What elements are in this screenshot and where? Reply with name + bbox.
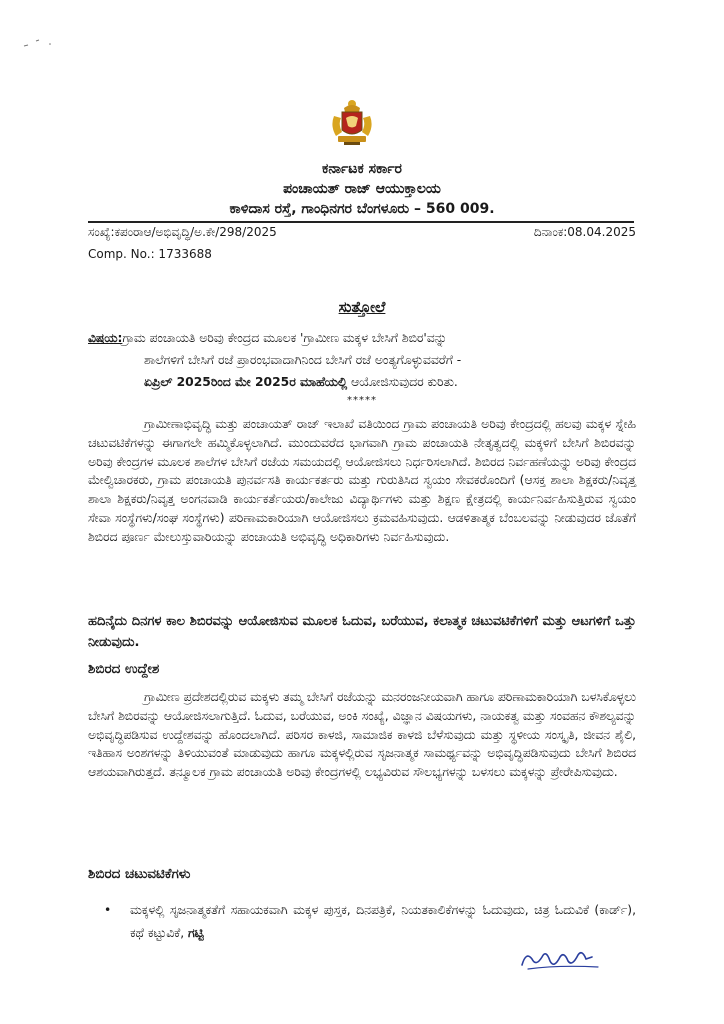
bullet-text: ಮಕ್ಕಳಲ್ಲಿ ಸೃಜನಾತ್ಮಕತೆಗೆ ಸಹಾಯಕವಾಗಿ ಮಕ್ಕಳ ಪುಸ್ತಕ, ದಿನಪತ್ರಿಕೆ, ನಿಯತಕಾಲಿಕೆಗಳನ್ನು ಓದುವುದು, ಚಿತ್ರ ಓದುವಿಕೆ (ಕಾರ್ಡ್), ಕಥೆ ಕಟ್ಟುವಿಕೆ, — [130, 903, 636, 940]
header-divider — [88, 221, 634, 223]
subject-label: ವಿಷಯ: — [88, 331, 123, 345]
document-title: ಸುತ್ತೋಲೆ — [338, 298, 386, 316]
comp-number: Comp. No.: 1733688 — [88, 247, 212, 261]
separator-stars: ***** — [347, 395, 377, 406]
subject-line-1: ಗ್ರಾಮ ಪಂಚಾಯತಿ ಅರಿವು ಕೇಂದ್ರದ ಮೂಲಕ 'ಗ್ರಾಮೀಣ ಮಕ್ಕಳ ಬೇಸಿಗೆ ಶಿಬಿರ'ವನ್ನು — [122, 331, 448, 345]
bullet-marker: • — [104, 903, 112, 917]
subject-line-3 — [88, 371, 636, 393]
scan-speck-marks — [22, 36, 62, 50]
paragraph-emphasis: ಹದಿನೈದು ದಿನಗಳ ಕಾಲ ಶಿಬಿರವನ್ನು ಆಯೋಜಿಸುವ ಮೂಲಕ ಓದುವ, ಬರೆಯುವ, ಕಲಾತ್ಮಕ ಚಟುವಟಿಕೆಗಳಿಗೆ ಮತ್ತು ಆಟಗಳಿಗೆ ಒತ್ತು ನೀಡುವುದು. — [88, 614, 636, 650]
bullet-text-bold: ಗಟ್ಟಿ — [188, 926, 204, 940]
subject-tail: ಆಯೋಜಿಸುವುದರ ಕುರಿತು. — [347, 375, 458, 389]
circular-date: ದಿನಾಂಕ:08.04.2025 — [533, 225, 636, 239]
section-heading-objective: ಶಿಬಿರದ ಉದ್ದೇಶ — [88, 661, 160, 677]
handwritten-signature — [518, 945, 608, 973]
office-address: ಕಾಳಿದಾಸ ರಸ್ತೆ, ಗಾಂಧಿನಗರ ಬೆಂಗಳೂರು – 560 009. — [229, 201, 495, 217]
subject-block — [88, 327, 636, 393]
karnataka-emblem-icon — [326, 98, 378, 146]
subject-period: ಏಪ್ರಿಲ್ 2025ರಿಂದ ಮೇ 2025ರ ಮಾಹೆಯಲ್ಲಿ — [144, 375, 348, 389]
section-heading-activities: ಶಿಬಿರದ ಚಟುವಟಿಕೆಗಳು — [88, 866, 191, 882]
paragraph-intro: ಗ್ರಾಮೀಣಾಭಿವೃದ್ಧಿ ಮತ್ತು ಪಂಚಾಯತ್ ರಾಜ್ ಇಲಾಖೆ ವತಿಯಿಂದ ಗ್ರಾಮ ಪಂಚಾಯತಿ ಅರಿವು ಕೇಂದ್ರದಲ್ಲಿ ಹಲವು ಮಕ್ಕಳ ಸ್ನೇಹಿ ಚಟುವಟಿಕೆಗಳನ್ನು ಈಗಾಗಲೇ ಹಮ್ಮಿಕೊಳ್ಳಲಾಗಿದೆ. ಮುಂದುವರೆದ ಭಾಗವಾಗಿ ಗ್ರಾಮ ಪಂಚಾಯತಿ ನೇತೃತ್ವದಲ್ಲಿ ಮಕ್ಕಳಿಗೆ ಬೇಸಿಗೆ ಶಿಬಿರವನ್ನು ಅರಿವು ಕೇಂದ್ರಗಳ ಮೂಲಕ ಶಾಲೆಗಳ ಬೇಸಿಗೆ ರಜೆಯ ಸಮಯದಲ್ಲಿ ಆಯೋಜಿಸಲು ನಿರ್ಧರಿಸಲಾಗಿದೆ. ಶಿಬಿರದ ನಿರ್ವಹಣೆಯನ್ನು ಅರಿವು ಕೇಂದ್ರದ ಮೇಲ್ವಿಚಾರಕರು, ಗ್ರಾಮ ಪಂಚಾಯತಿ ಪುನರ್ವಸತಿ ಕಾರ್ಯಕರ್ತರು ಮತ್ತು ಗುರುತಿಸಿದ ಸ್ವಯಂ ಸೇವಕರೊಂದಿಗೆ (ಆಸಕ್ತ ಶಾಲಾ ಶಿಕ್ಷಕರು/ನಿವೃತ್ತ ಶಾಲಾ ಶಿಕ್ಷಕರು/ನಿವೃತ್ತ ಅಂಗನವಾಡಿ ಕಾರ್ಯಕರ್ತೆಯರು/ಕಾಲೇಜು ವಿದ್ಯಾರ್ಥಿಗಳು ಮತ್ತು ಶಿಕ್ಷಣ ಕ್ಷೇತ್ರದಲ್ಲಿ ಕಾರ್ಯನಿರ್ವಹಿಸುತ್ತಿರುವ ಸ್ವಯಂ ಸೇವಾ ಸಂಸ್ಥೆಗಳು/ಸಂಘ ಸಂಸ್ಥೆಗಳು) ಪರಿಣಾಮಕಾರಿಯಾಗಿ ಆಯೋಜಿಸಲು ಕ್ರಮವಹಿಸುವುದು. ಆಡಳಿತಾತ್ಮಕ ಬೆಂಬಲವನ್ನು ನೀಡುವುದರ ಜೊತೆಗೆ ಶಿಬಿರದ ಪೂರ್ಣ ಮೇಲುಸ್ತುವಾರಿಯನ್ನು ಪಂಚಾಯತಿ ಅಭಿವೃದ್ಧಿ ಅಧಿಕಾರಿಗಳು ನಿರ್ವಹಿಸುವುದು. — [88, 417, 636, 544]
reference-number: ಸಂಖ್ಯೆ:ಕಪಂರಾಆ/ಅಭಿವೃದ್ಧಿ/ಅ.ಕೇ/298/2025 — [88, 225, 277, 239]
paragraph-objective: ಗ್ರಾಮೀಣ ಪ್ರದೇಶದಲ್ಲಿರುವ ಮಕ್ಕಳು ತಮ್ಮ ಬೇಸಿಗೆ ರಜೆಯನ್ನು ಮನರಂಜನೀಯವಾಗಿ ಹಾಗೂ ಪರಿಣಾಮಕಾರಿಯಾಗಿ ಬಳಸಿಕೊಳ್ಳಲು ಬೇಸಿಗೆ ಶಿಬಿರವನ್ನು ಆಯೋಜಿಸಲಾಗುತ್ತಿದೆ. ಓದುವ, ಬರೆಯುವ, ಅಂಕಿ ಸಂಖ್ಯೆ, ವಿಜ್ಞಾನ ವಿಷಯಗಳು, ನಾಯಕತ್ವ ಮತ್ತು ಸಂವಹನ ಕೌಶಲ್ಯವನ್ನು ಅಭಿವೃದ್ಧಿಪಡಿಸುವ ಉದ್ದೇಶವನ್ನು ಹೊಂದಲಾಗಿದೆ. ಪರಿಸರ ಕಾಳಜಿ, ಸಾಮಾಜಿಕ ಕಾಳಜಿ ಬೆಳೆಸುವುದು ಮತ್ತು ಸ್ಥಳೀಯ ಸಂಸ್ಕೃತಿ, ಜೀವನ ಶೈಲಿ, ಇತಿಹಾಸ ಅಂಶಗಳನ್ನು ತಿಳಿಯುವಂತೆ ಮಾಡುವುದು ಹಾಗೂ ಮಕ್ಕಳಲ್ಲಿರುವ ಸೃಜನಾತ್ಮಕ ಸಾಮರ್ಥ್ಯವನ್ನು ಅಭಿವೃದ್ಧಿಪಡಿಸುವುದು ಬೇಸಿಗೆ ಶಿಬಿರದ ಆಶಯವಾಗಿರುತ್ತದೆ. ತನ್ಮೂಲಕ ಗ್ರಾಮ ಪಂಚಾಯತಿ ಅರಿವು ಕೇಂದ್ರಗಳಲ್ಲಿ ಲಭ್ಯವಿರುವ ಸೌಲಭ್ಯಗಳನ್ನು ಬಳಸಲು ಮಕ್ಕಳನ್ನು ಪ್ರೇರೇಪಿಸುವುದು. — [88, 690, 636, 780]
office-name: ಪಂಚಾಯತ್ ರಾಜ್ ಆಯುಕ್ತಾಲಯ — [283, 181, 441, 197]
subject-line-2: ಶಾಲೆಗಳಿಗೆ ಬೇಸಿಗೆ ರಜೆ ಪ್ರಾರಂಭವಾದಾಗಿನಿಂದ ಬೇಸಿಗೆ ರಜೆ ಅಂತ್ಯಗೊಳ್ಳುವವರೆಗೆ - — [144, 353, 462, 367]
government-name: ಕರ್ನಾಟಕ ಸರ್ಕಾರ — [322, 161, 402, 177]
list-item — [104, 899, 636, 945]
